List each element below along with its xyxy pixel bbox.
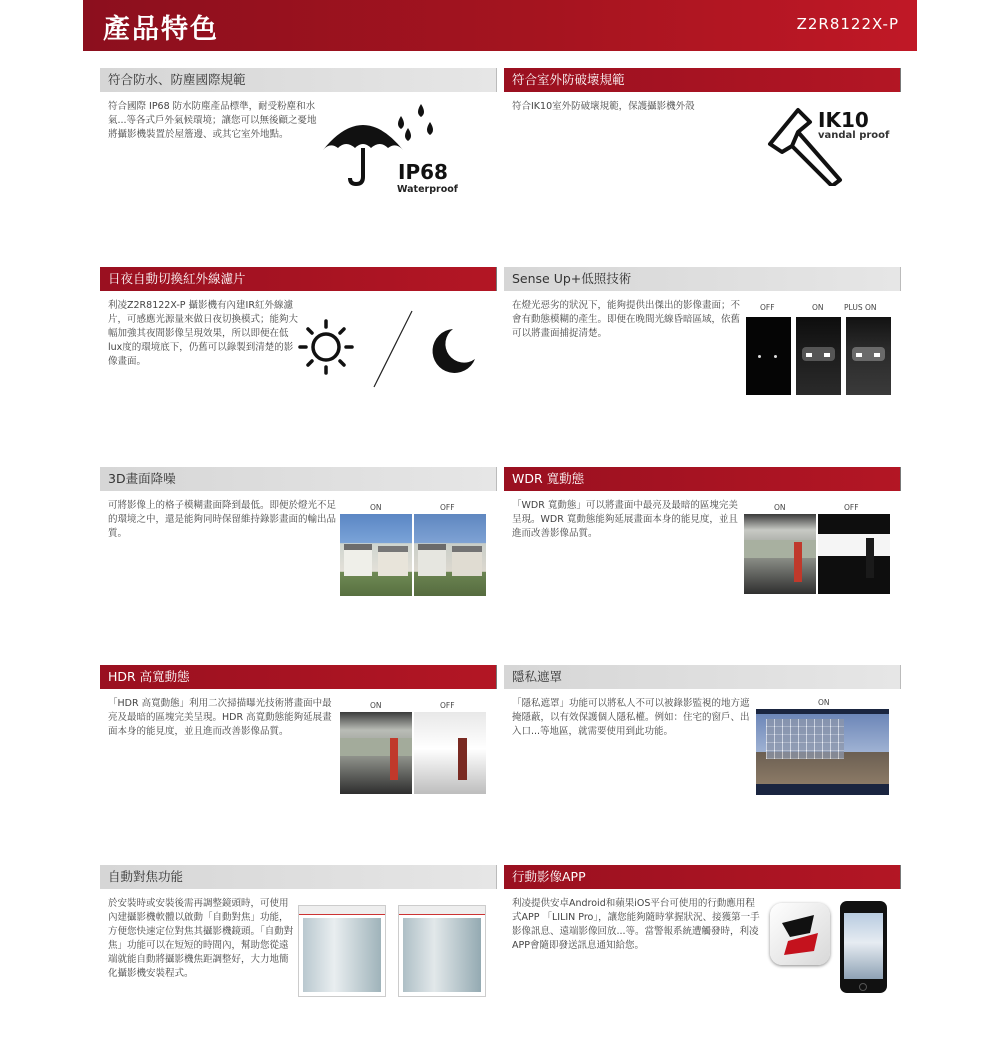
section-title: HDR 高寬動態	[100, 665, 497, 689]
label-off: OFF	[440, 701, 455, 710]
autofocus-screenshot-2	[398, 905, 486, 997]
section-description: 利凌提供安卓Android和蘋果iOS平台可使用的行動應用程式APP 「LILIN Pro」，讓您能夠隨時掌握狀況、接獲第一手影像訊息、遠端影像回放...等。當警報系統遭觸發時，利凌APP會隨即發送訊息通知給您。	[512, 898, 760, 951]
section-title: 隱私遮罩	[504, 665, 901, 689]
label-on: ON	[818, 698, 830, 707]
ik10-sub: vandal proof	[818, 130, 890, 141]
label-on: ON	[812, 303, 824, 312]
privacy-photo	[756, 709, 889, 795]
section-title: 符合防水、防塵國際規範	[100, 68, 497, 92]
section-title: 自動對焦功能	[100, 865, 497, 889]
night-photo-off	[746, 317, 791, 395]
section-waterproof	[100, 68, 497, 248]
dnr-photo-on	[340, 514, 412, 596]
autofocus-screenshot-1	[298, 905, 386, 997]
label-off: OFF	[760, 303, 775, 312]
section-description: 於安裝時或安裝後需再調整鏡頭時，可使用內建攝影機軟體以啟動「自動對焦」功能，方便您快速定位對焦其攝影機鏡頭。「自動對焦」功能可以在短短的時間內，幫助您從遠端就能自動將攝影機焦距調整好，大力地簡化攝影機安裝程式。	[108, 898, 294, 979]
section-description: 「隱私遮罩」功能可以將私人不可以被錄影監視的地方遮掩隱蔽，以有效保護個人隱私權。例如：住宅的窗戶、出入口...等地區，就需要使用到此功能。	[512, 698, 750, 737]
ip68-sub: Waterproof	[397, 184, 458, 195]
section-description: 可將影像上的格子模糊畫面降到最低。即便於燈光不足的環境之中，還是能夠同時保留維持錄影畫面的輸出品質。	[108, 500, 337, 539]
night-photo-on	[796, 317, 841, 395]
label-plus-on: PLUS ON	[844, 303, 877, 312]
wdr-photo-off	[818, 514, 890, 594]
page-title: 產品特色	[103, 14, 219, 45]
wdr-photo-on	[744, 514, 816, 594]
ip68-badge: IP68	[398, 160, 448, 184]
dnr-photo-off	[414, 514, 486, 596]
section-day-night	[100, 267, 497, 447]
section-sense-up	[504, 267, 901, 447]
section-title: WDR 寬動態	[504, 467, 901, 491]
section-title: 3D畫面降噪	[100, 467, 497, 491]
section-privacy-mask	[504, 665, 901, 845]
model-number: Z2R8122X-P	[796, 15, 899, 33]
hdr-photo-off	[414, 712, 486, 794]
divider-slash	[368, 307, 418, 391]
section-description: 在燈光惡劣的狀況下，能夠提供出傑出的影像畫面；不會有動態模糊的產生。即便在晚間光線昏暗區域，依舊可以將畫面捕捉清楚。	[512, 300, 741, 339]
moon-icon	[425, 325, 477, 377]
section-wdr	[504, 467, 901, 647]
section-description: 「WDR 寬動態」可以將畫面中最亮及最暗的區塊完美呈現。WDR 寬動態能夠延展畫面本身的能見度，並且進而改善影像品質。	[512, 500, 738, 539]
night-photo-plus-on	[846, 317, 891, 395]
section-title: 符合室外防破壞規範	[504, 68, 901, 92]
smartphone-image	[840, 901, 887, 993]
lilin-app-icon	[770, 903, 830, 965]
label-on: ON	[370, 503, 382, 512]
section-hdr	[100, 665, 497, 845]
section-vandal-proof	[504, 68, 901, 248]
section-title: 行動影像APP	[504, 865, 901, 889]
ik10-badge: IK10	[818, 108, 869, 132]
section-description: 符合國際 IP68 防水防塵產品標準，耐受粉塵和水氣...等各式戶外氣候環境；讓您可以無後顧之憂地將攝影機裝置於屋簷邊、或其它室外地點。	[108, 101, 317, 140]
section-mobile-app	[504, 865, 901, 1045]
page-header	[83, 0, 917, 51]
sun-icon	[298, 315, 358, 375]
label-on: ON	[370, 701, 382, 710]
section-description: 「HDR 高寬動態」利用二次掃描曝光技術將畫面中最亮及最暗的區塊完美呈現。HDR 高寬動態能夠延展畫面本身的能見度，並且進而改善影像品質。	[108, 698, 332, 737]
label-on: ON	[774, 503, 786, 512]
hdr-photo-on	[340, 712, 412, 794]
label-off: OFF	[440, 503, 455, 512]
section-auto-focus	[100, 865, 497, 1045]
section-title: Sense Up+低照技術	[504, 267, 901, 291]
section-description: 符合IK10室外防破壞規範，保護攝影機外殼	[512, 101, 695, 112]
section-description: 利凌Z2R8122X-P 攝影機有內建IR紅外線濾片，可感應光源量來做日夜切換模式；能夠大幅加強其夜間影像呈現效果，所以即便在低lux度的環境底下，仍舊可以錄製到清楚的影像畫面。	[108, 300, 299, 367]
label-off: OFF	[844, 503, 859, 512]
section-3d-dnr	[100, 467, 497, 647]
section-title: 日夜自動切換紅外線濾片	[100, 267, 497, 291]
